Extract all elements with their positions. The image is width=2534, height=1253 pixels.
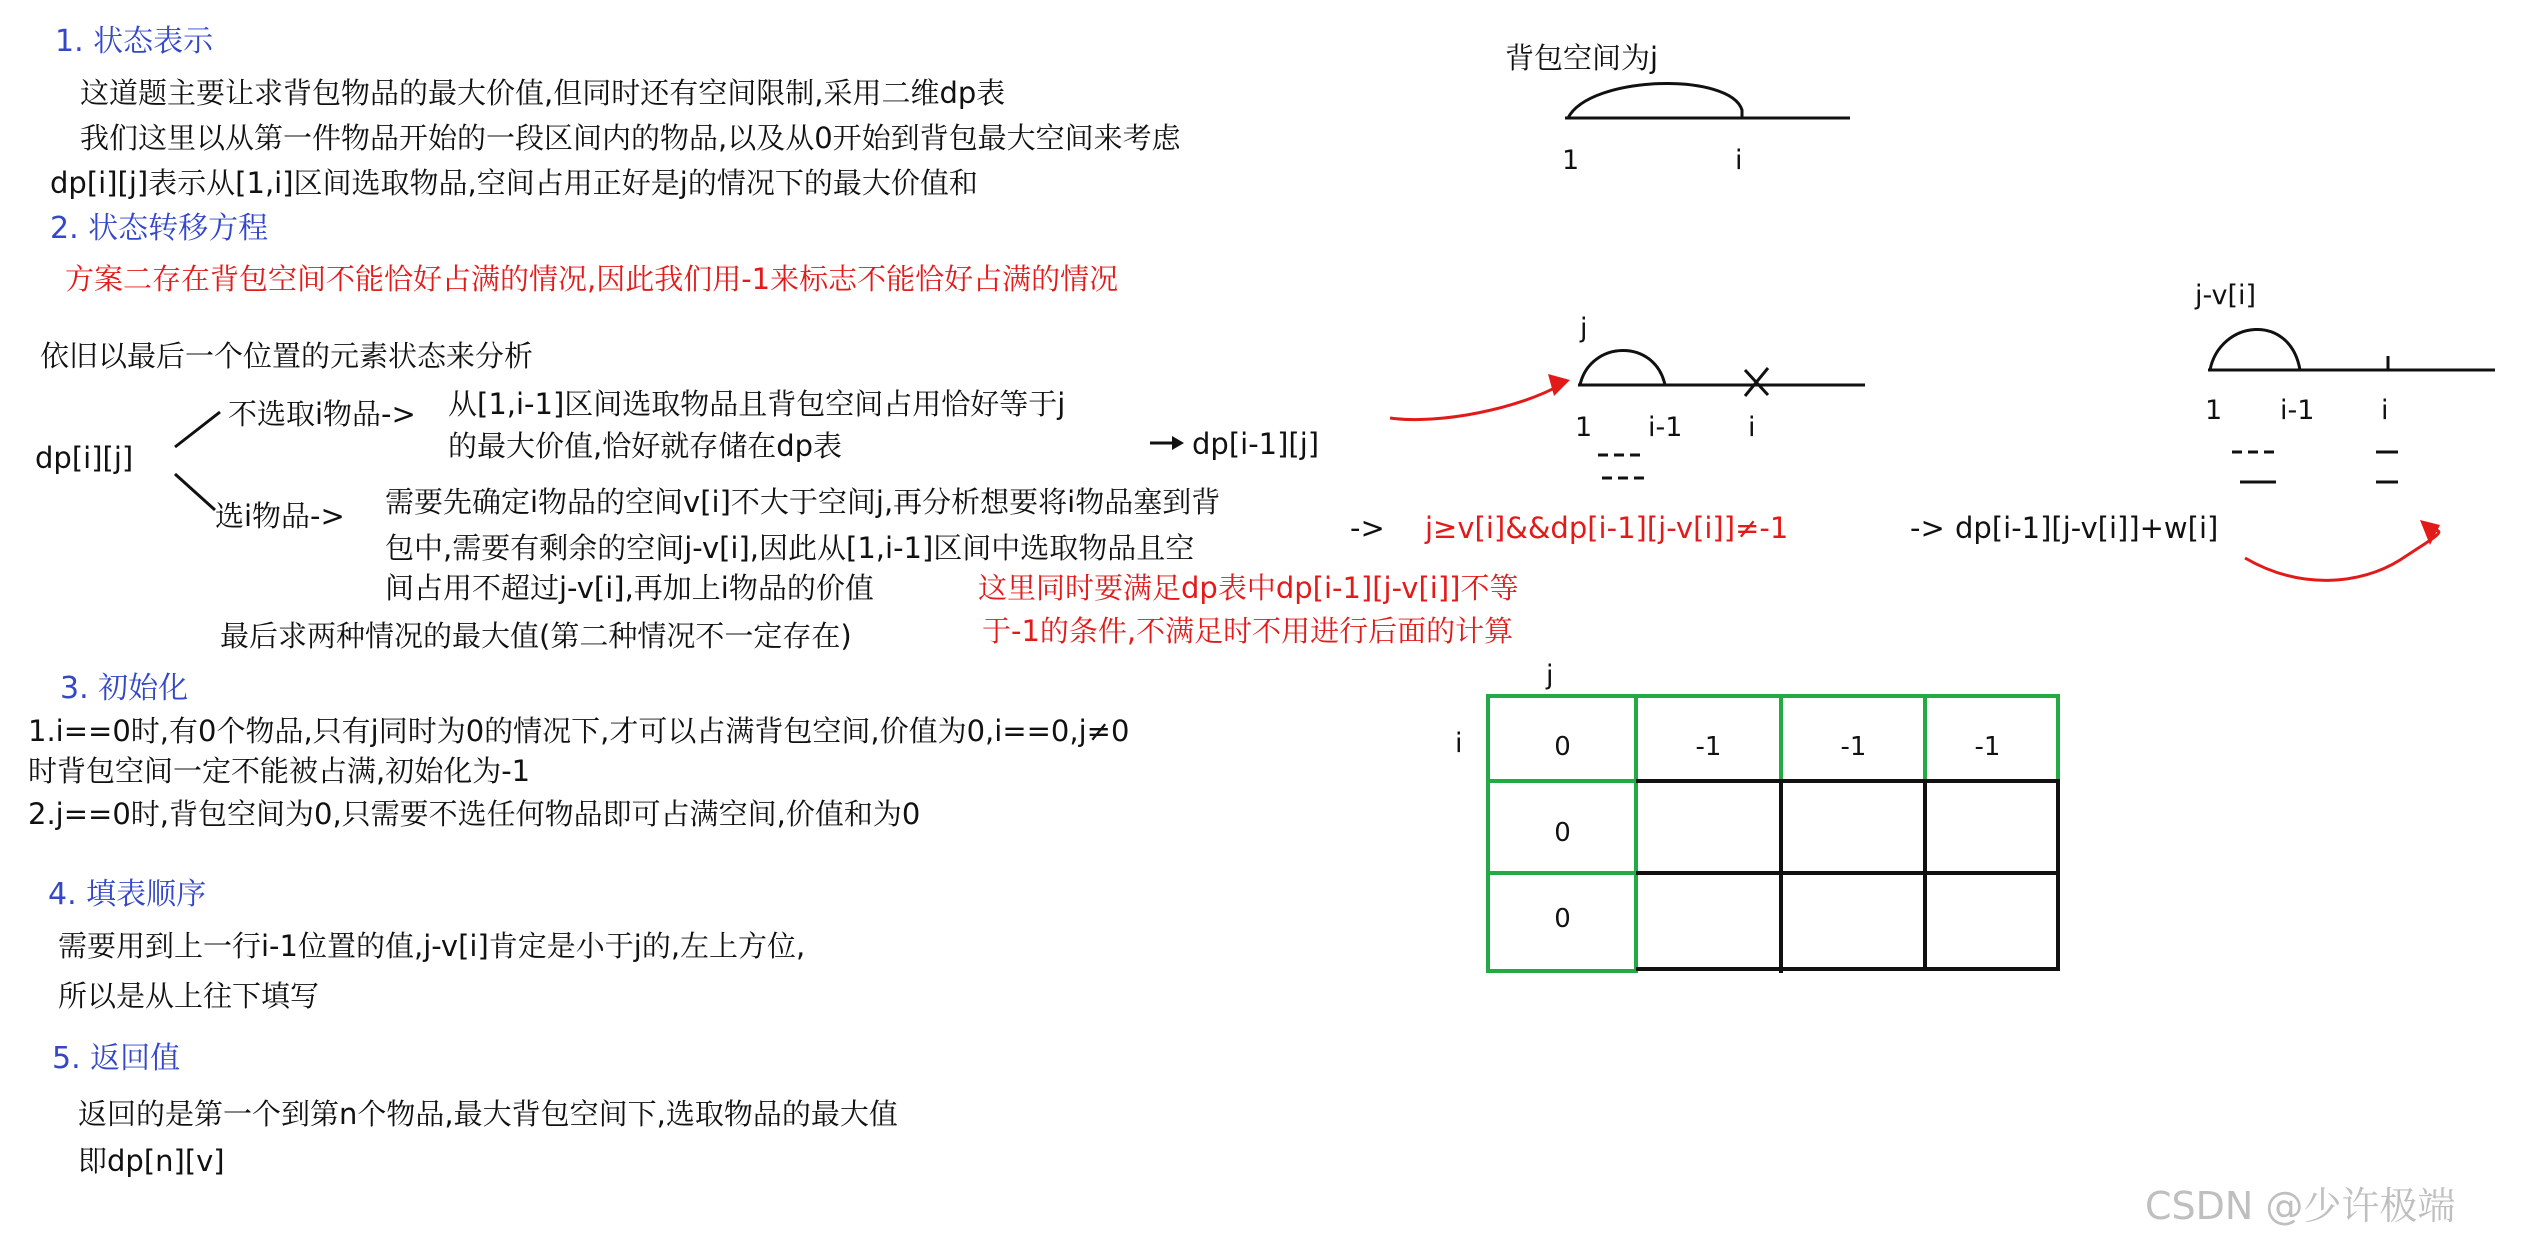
right-label-i: i	[2381, 395, 2389, 426]
section4-line2: 所以是从上往下填写	[58, 979, 320, 1013]
section3-line1: 1.i==0时,有0个物品,只有j同时为0的情况下,才可以占满背包空间,价值为0,i==0,j≠0	[28, 714, 1130, 748]
top-label-start: 1	[1562, 145, 1580, 176]
right-label-im1: i-1	[2280, 395, 2315, 426]
section1-line3: dp[i][j]表示从[1,i]区间选取物品,空间占用正好是j的情况下的最大价值和	[50, 166, 978, 200]
table-cell: 0	[1554, 904, 1571, 934]
section1-line1: 这道题主要让求背包物品的最大价值,但同时还有空间限制,采用二维dp表	[80, 76, 1006, 110]
branch1-text2: 的最大价值,恰好就存储在dp表	[448, 429, 843, 463]
red-arrow-curve-left	[1390, 385, 1560, 420]
table-row-label: i	[1455, 728, 1463, 759]
result2-arrow: ->	[1910, 511, 1945, 545]
branch2-text2: 包中,需要有剩余的空间j-v[i],因此从[1,i-1]区间中选取物品且空	[385, 531, 1195, 565]
right-label-top: j-v[i]	[2195, 280, 2257, 311]
table-cell: -1	[1974, 732, 2001, 762]
arrow-to-result1-head	[1172, 436, 1184, 450]
watermark: CSDN @少许极端	[2145, 1184, 2456, 1228]
condition-arrow: ->	[1350, 511, 1385, 545]
section4-line1: 需要用到上一行i-1位置的值,j-v[i]肯定是小于j的,左上方位,	[58, 929, 806, 963]
section2-intro: 依旧以最后一个位置的元素状态来分析	[40, 339, 534, 373]
branch-line-lower	[175, 474, 215, 510]
table-col-label: j	[1546, 660, 1554, 691]
section3-heading: 3. 初始化	[60, 671, 189, 706]
red-arrow-head-right	[2420, 520, 2440, 545]
section2-heading: 2. 状态转移方程	[50, 211, 269, 246]
branch2-label: 选i物品->	[215, 499, 345, 533]
section2-final: 最后求两种情况的最大值(第二种情况不一定存在)	[220, 619, 852, 653]
table-cell: 0	[1554, 818, 1571, 848]
table-cell: 0	[1554, 732, 1571, 762]
branch2-text3a: 间占用不超过j-v[i],再加上i物品的价值	[385, 571, 874, 605]
right-label-1: 1	[2205, 395, 2223, 426]
table-first-col-box	[1488, 781, 1636, 971]
branch1-label: 不选取i物品->	[228, 397, 416, 431]
section5-heading: 5. 返回值	[52, 1041, 181, 1076]
section3-line2: 时背包空间一定不能被占满,初始化为-1	[28, 754, 531, 788]
top-label-end: i	[1735, 145, 1743, 176]
red-arrow-head-left	[1548, 374, 1570, 396]
top-diagram-title: 背包空间为j	[1505, 41, 1659, 75]
section1-heading: 1. 状态表示	[55, 24, 214, 59]
branch2-text4: 于-1的条件,不满足时不用进行后面的计算	[982, 614, 1514, 648]
section5-line2: 即dp[n][v]	[78, 1144, 225, 1178]
mid-label-j: j	[1580, 313, 1588, 344]
dp-label: dp[i][j]	[35, 441, 134, 475]
red-arrow-curve-right	[2245, 530, 2439, 580]
table-cell: -1	[1840, 732, 1867, 762]
result2-text: dp[i-1][j-v[i]]+w[i]	[1955, 511, 2219, 545]
section2-red-note: 方案二存在背包空间不能恰好占满的情况,因此我们用-1来标志不能恰好占满的情况	[65, 262, 1119, 296]
mid-label-i: i	[1748, 412, 1756, 443]
branch1-text1: 从[1,i-1]区间选取物品且背包空间占用恰好等于j	[448, 387, 1066, 421]
branch-line-upper	[175, 412, 220, 447]
mid-arc	[1580, 350, 1665, 385]
right-arc	[2210, 329, 2300, 370]
branch1-result: dp[i-1][j]	[1192, 427, 1320, 461]
section5-line1: 返回的是第一个到第n个物品,最大背包空间下,选取物品的最大值	[78, 1097, 898, 1131]
mid-label-1: 1	[1575, 412, 1593, 443]
section1-line2: 我们这里以从第一件物品开始的一段区间内的物品,以及从0开始到背包最大空间来考虑	[80, 121, 1181, 155]
branch2-text3b: 这里同时要满足dp表中dp[i-1][j-v[i]]不等	[978, 571, 1519, 605]
branch2-text1: 需要先确定i物品的空间v[i]不大于空间j,再分析想要将i物品塞到背	[385, 485, 1221, 519]
top-arc	[1568, 83, 1742, 118]
section4-heading: 4. 填表顺序	[48, 877, 207, 912]
mid-label-im1: i-1	[1648, 412, 1683, 443]
section3-line3: 2.j==0时,背包空间为0,只需要不选任何物品即可占满空间,价值和为0	[28, 797, 921, 831]
condition-text: j≥v[i]&&dp[i-1][j-v[i]]≠-1	[1425, 511, 1789, 545]
table-cell: -1	[1695, 732, 1722, 762]
